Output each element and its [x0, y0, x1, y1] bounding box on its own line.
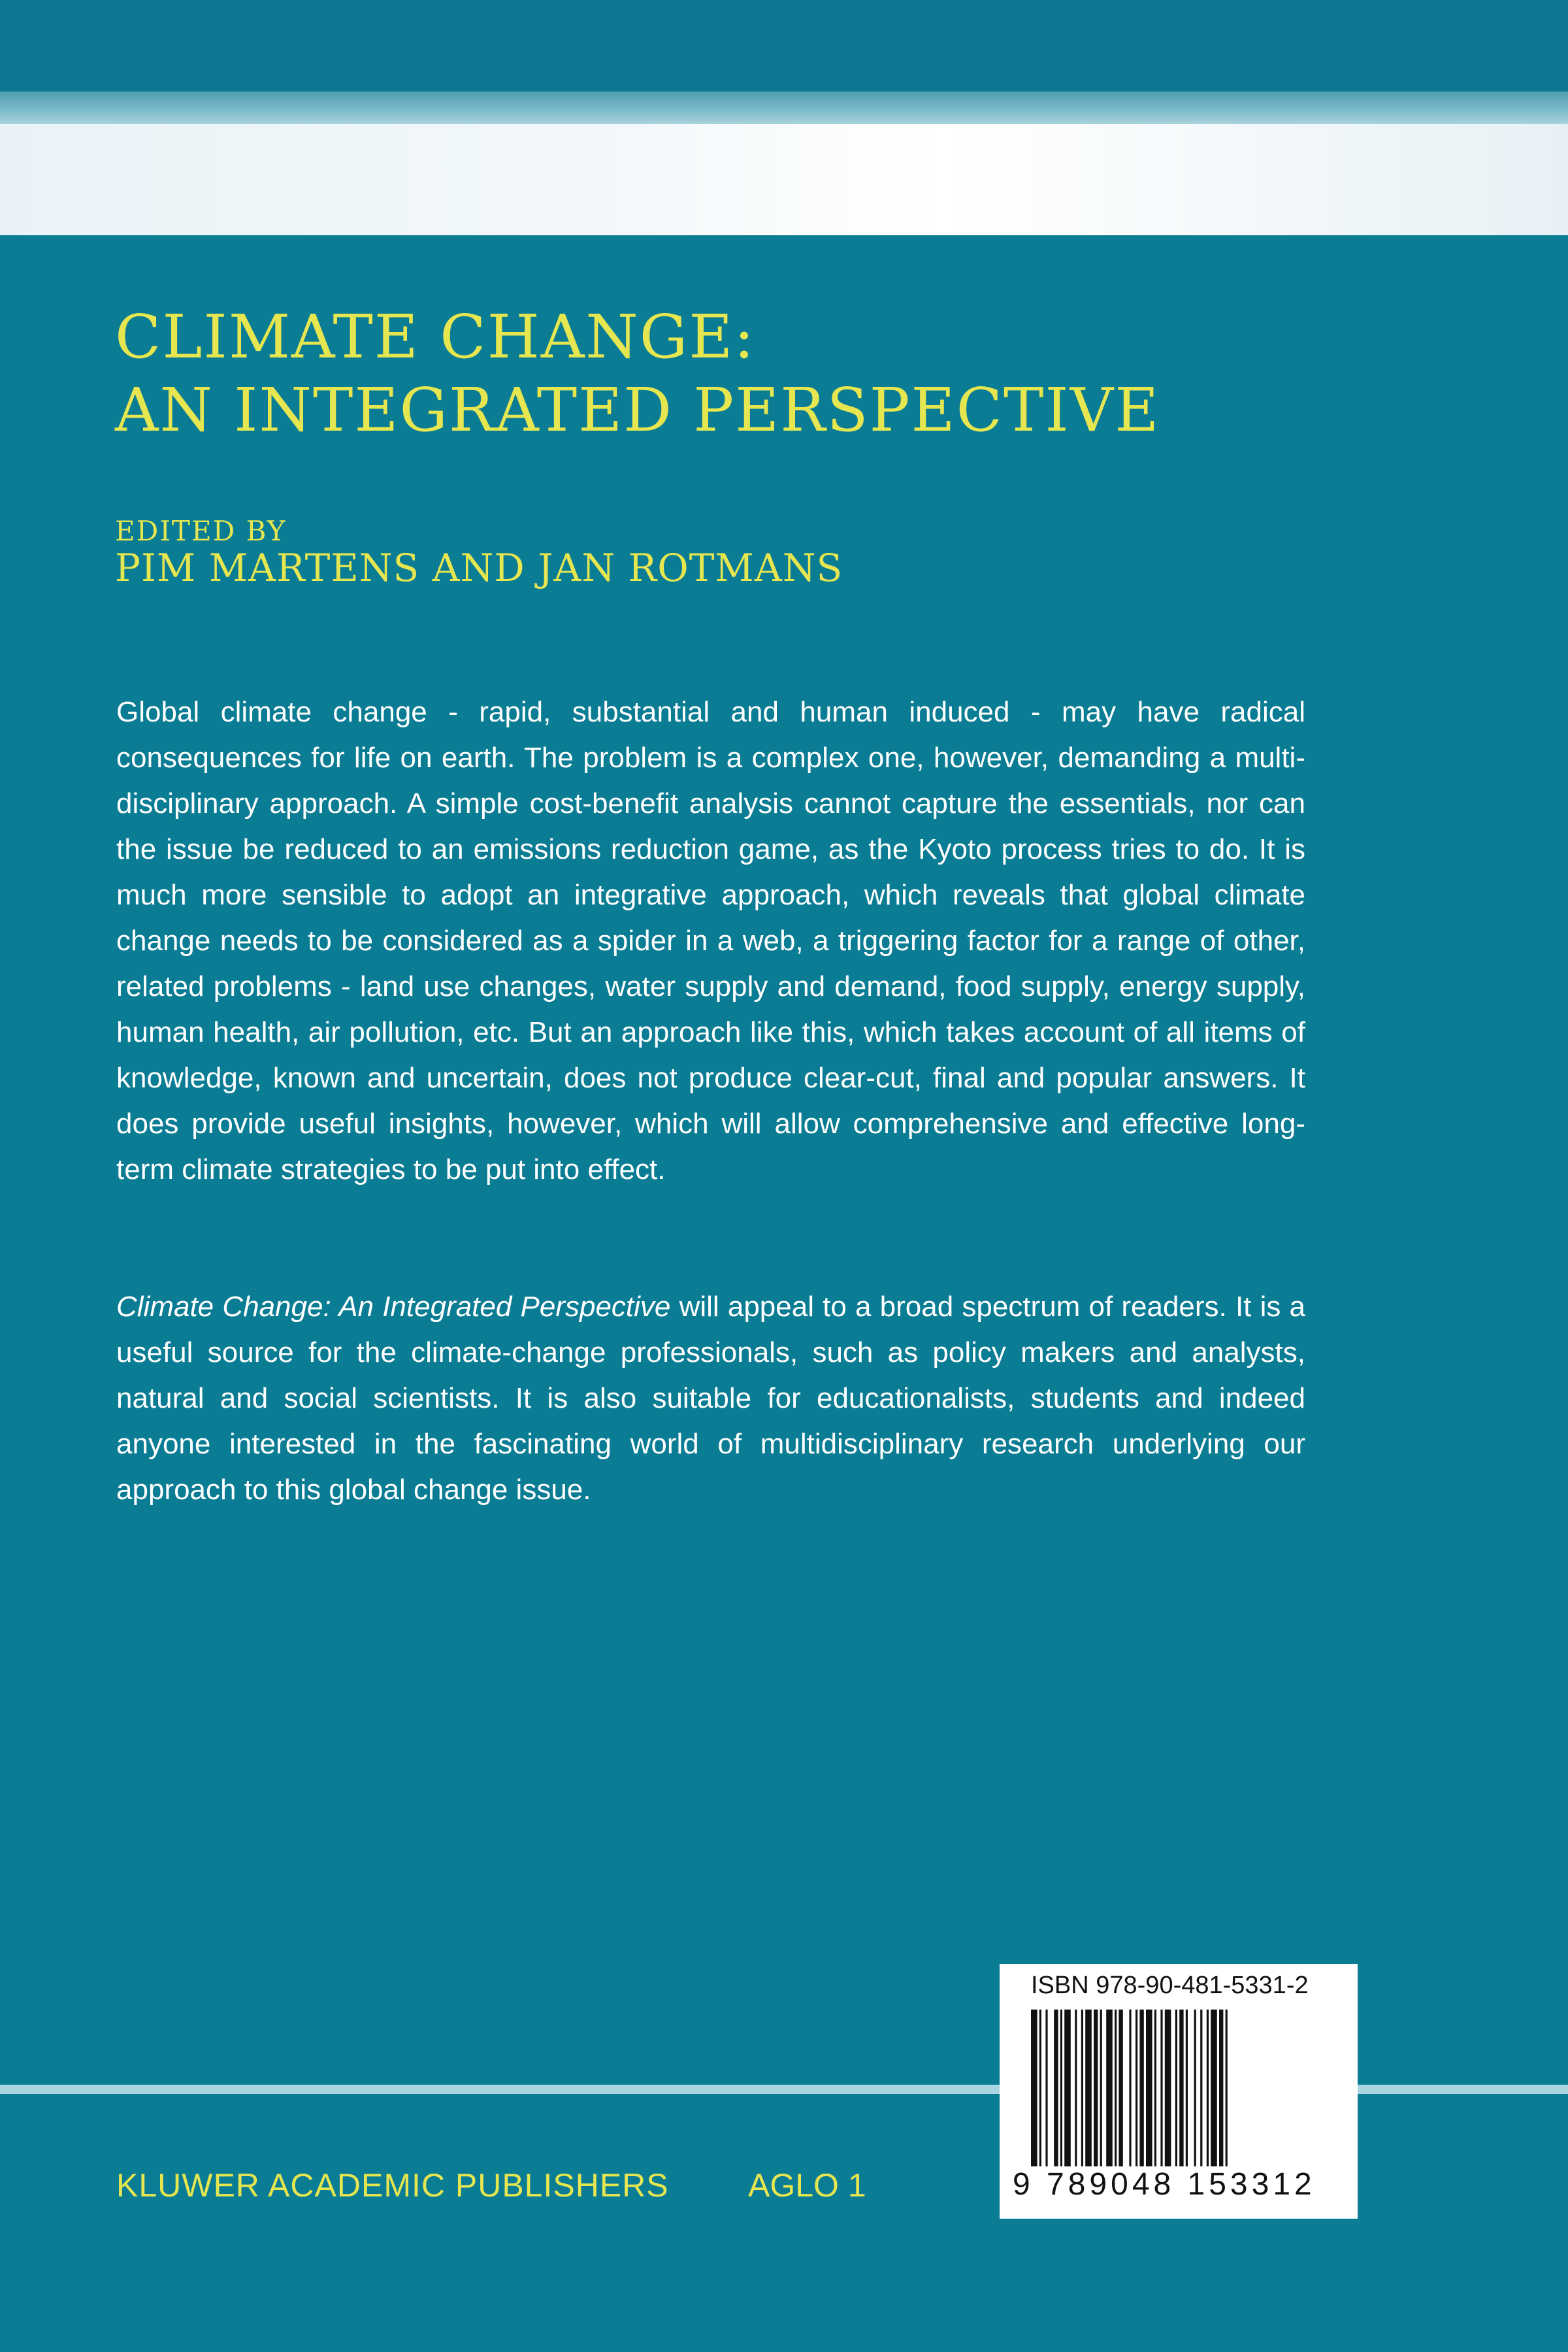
blurb-paragraph-2-text: will appeal to a broad spectrum of readers. It is a useful source for the climate-change professionals, such as policy makers and analysts, natural and social scientists. It is also suitable for educationalists, students and indeed anyone interested in the fascinating world of multidisciplinary research underlying our approach to this global change issue. [116, 1291, 1305, 1506]
barcode-bar [1194, 2010, 1196, 2166]
barcode-bar [1031, 2010, 1037, 2166]
barcode-bar [1186, 2010, 1188, 2166]
top-stripe [0, 0, 1568, 91]
barcode-bar [1207, 2010, 1209, 2166]
barcode-bar [1135, 2010, 1137, 2166]
barcode-bar [1139, 2010, 1143, 2166]
barcode-bar [1119, 2010, 1122, 2166]
barcode-bar [1081, 2010, 1083, 2166]
barcode-bar [1179, 2010, 1183, 2166]
top-texture-stripe [0, 91, 1568, 124]
barcode-bar [1054, 2010, 1058, 2166]
series-label: AGLO 1 [748, 2167, 866, 2204]
barcode-bar [1064, 2010, 1071, 2166]
barcode-bar [1094, 2010, 1098, 2166]
top-light-band [0, 124, 1568, 235]
barcode-bar [1160, 2010, 1162, 2166]
barcode-bar [1106, 2010, 1113, 2166]
barcode-digits: 9 789048 153312 [1013, 2167, 1316, 2202]
edited-by-label: EDITED BY [115, 515, 287, 547]
barcode-bar [1039, 2010, 1041, 2166]
blurb-paragraph-2 [116, 1284, 1305, 1513]
barcode-bar [1085, 2010, 1092, 2166]
title-line-1: CLIMATE CHANGE: [115, 302, 756, 372]
barcode-bar [1226, 2010, 1228, 2166]
barcode-bar [1115, 2010, 1117, 2166]
barcode-bar [1060, 2010, 1062, 2166]
barcode-bar [1175, 2010, 1177, 2166]
blurb-book-title: Climate Change: An Integrated Perspective [116, 1291, 671, 1323]
barcode-bar [1165, 2010, 1171, 2166]
editors-names: PIM MARTENS AND JAN ROTMANS [115, 546, 843, 590]
book-title [115, 301, 1160, 447]
barcode-bar [1154, 2010, 1156, 2166]
barcode-bar [1075, 2010, 1077, 2166]
publisher-name: KLUWER ACADEMIC PUBLISHERS [116, 2167, 669, 2204]
barcode-bar [1045, 2010, 1047, 2166]
barcode-bar [1100, 2010, 1102, 2166]
barcode-bar [1146, 2010, 1152, 2166]
barcode-bar [1211, 2010, 1217, 2166]
barcode-panel [1000, 1964, 1358, 2219]
title-line-2: AN INTEGRATED PERSPECTIVE [115, 375, 1160, 445]
blurb-paragraph-1: Global climate change - rapid, substantial and human induced - may have radical consequences for life on earth. The problem is a complex one, however, demanding a multi-disciplinary approach. A simple cost-benefit analysis cannot capture the essentials, nor can the issue be reduced to an emissions reduction game, as the Kyoto process tries to do. It is much more sensible to adopt an integrative approach, which reveals that global climate change needs to be considered as a spider in a web, a triggering factor for a range of other, related problems - land use changes, water supply and demand, food supply, energy supply, human health, air pollution, etc. But an approach like this, which takes account of all items of knowledge, known and uncertain, does not produce clear-cut, final and popular answers. It does provide useful insights, however, which will allow comprehensive and effective long-term climate strategies to be put into effect. [116, 696, 1305, 1185]
barcode-image [1031, 2010, 1331, 2166]
barcode-bar [1219, 2010, 1223, 2166]
isbn-text: ISBN 978-90-481-5331-2 [1031, 1972, 1309, 1999]
barcode-bar [1129, 2010, 1131, 2166]
barcode-bar [1200, 2010, 1202, 2166]
